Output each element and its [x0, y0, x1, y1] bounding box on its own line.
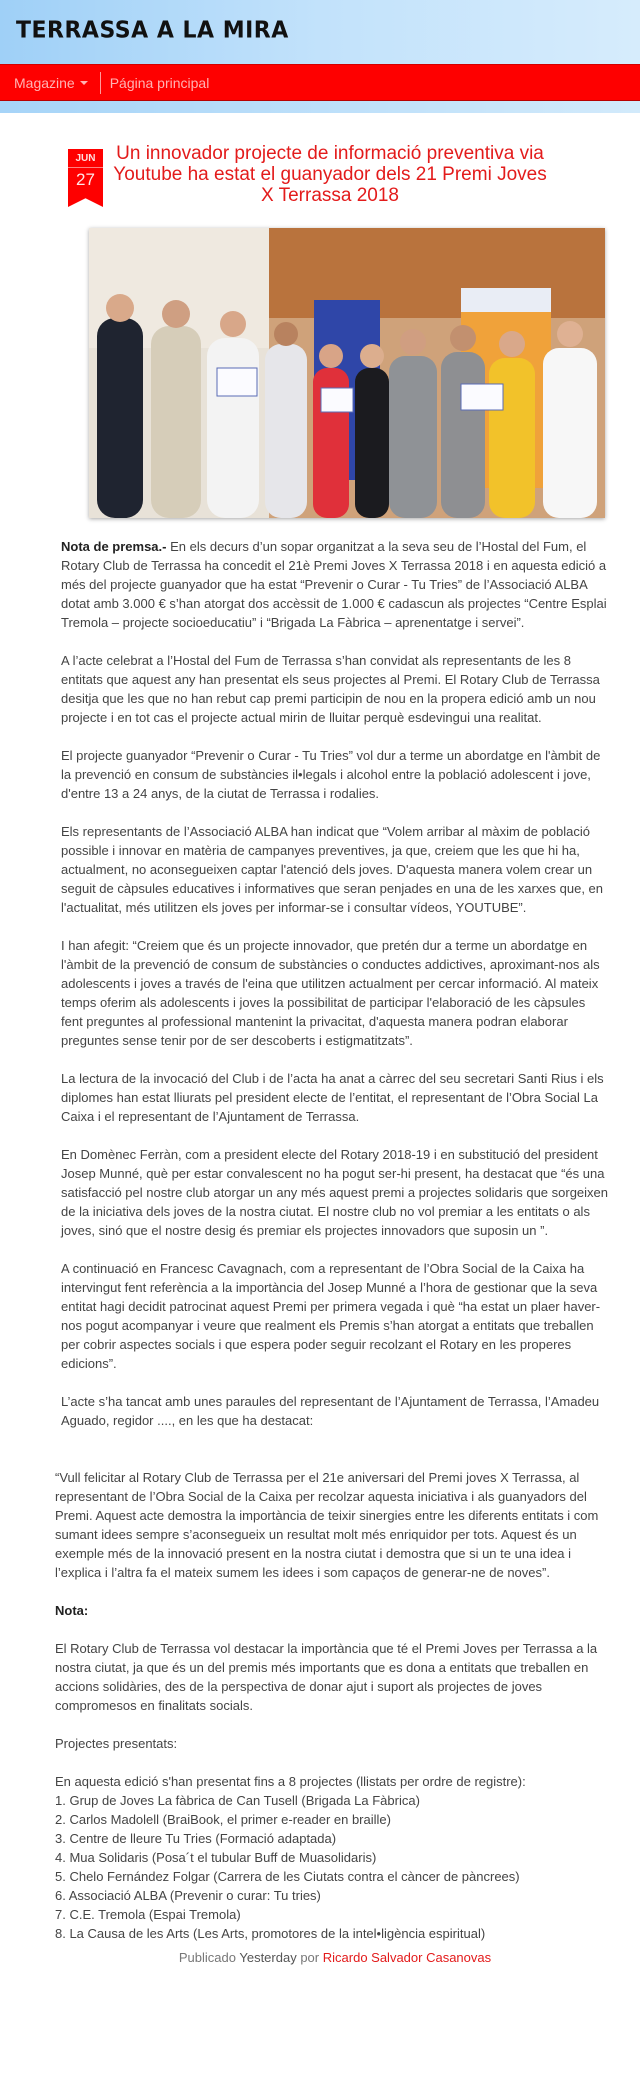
note-heading — [55, 1601, 609, 1620]
post — [0, 113, 640, 213]
caret-down-icon — [80, 81, 88, 85]
lead-bold: Nota de premsa.- — [61, 539, 167, 554]
nav-divider — [100, 72, 101, 94]
byline-date[interactable]: Yesterday — [239, 1950, 297, 1965]
site-title[interactable]: TERRASSA A LA MIRA — [16, 17, 289, 44]
ribbon-tail-icon — [68, 191, 103, 207]
nav-magazine-label: Magazine — [14, 74, 75, 91]
nav-home-link[interactable]: Página principal — [109, 74, 210, 91]
note-paragraph: El Rotary Club de Terrassa vol destacar la importància que té el Premi Joves per Terrassa a la nostra ciutat, ja que és un del premis més importants que es dona a entitats que treballen en accions solidàries, des de la perspectiva de donar ajut i suport als projectes de joves compromesos en finalitats socials. — [55, 1641, 598, 1713]
site-header — [0, 0, 640, 64]
date-badge — [68, 149, 103, 207]
project-item: 3. Centre de lleure Tu Tries (Formació adaptada) — [55, 1831, 337, 1846]
post-photo[interactable] — [89, 228, 605, 518]
lead-paragraph — [61, 537, 609, 632]
projects-intro: En aquesta edició s'han presentat fins a 8 projectes (llistats per ordre de registre): — [55, 1774, 526, 1789]
paragraph: A l’acte celebrat a l’Hostal del Fum de Terrassa s’han convidat als representants de les 8 entitats que aquest any han presentat els seus projectes al Premi. El Rotary Club de Terrassa desitja que les que no han rebut cap premi participin de nou en la propera edició amb un nou projecte i en tot cas el projecte actual mirin de lluitar perquè esdevingui una realitat. — [61, 653, 600, 725]
paragraph: A continuació en Francesc Cavagnach, com a representant de l’Obra Social de la Caixa ha intervingut fent referència a la importància del Josep Munné a l’hora de gestionar que la seva entitat hagi decidit patrocinat aquest Premi per primera vegada i què “ha estat un plaer haver-nos pogut acompanyar i veure que realment els Premis s’han atorgat a entitats que treballen per cobrir aspectes socials i que espera poder seguir recolzant el Rotary en les properes edicions”. — [61, 1261, 601, 1371]
lead-text: En els decurs d’un sopar organitzat a la seva seu de l’Hostal del Fum, el Rotary Club de Terrassa ha concedit el 21è Premi Joves X Terrassa 2018 i en aquesta edició a més del projecte guanyador que ha estat “Prevenir o Curar - Tu Tries” de l’Associació ALBA dotat amb 3.000 € s’han atorgat dos accèssit de 1.000 € cadascun als projectes “Centre Esplai Tremola – projecte socioeducatiu” i “Brigada La Fàbrica – aprenentatge i servei”. — [61, 539, 607, 630]
project-item: 1. Grup de Joves La fàbrica de Can Tusell (Brigada La Fàbrica) — [55, 1793, 420, 1808]
paragraph: Els representants de l’Associació ALBA han indicat que “Volem arribar al màxim de població possible i innovar en matèria de campanyes preventives, ja que, creiem que les que hi ha, actualment, no aconsegueixen captar l'atenció dels joves. D'aquesta manera volem crear un seguit de càpsules educatives i informatives que seran penjades en una de les xarxes que, en l'actualitat, més utilitzen els joves per informar-se i consultar vídeos, YOUTUBE”. — [61, 824, 604, 915]
post-header — [0, 113, 640, 213]
projects-list — [55, 1772, 609, 1943]
paragraph: La lectura de la invocació del Club i de l’acta ha anat a càrrec del seu secretari Santi Rius i els diplomes han estat lliurats pel president electe de l’entitat, el representant de l’Obra Social La Caixa i el representant de l’Ajuntament de Terrassa. — [61, 1071, 604, 1124]
post-title[interactable]: Un innovador projecte de informació preventiva via Youtube ha estat el guanyador dels 21 Premi Joves X Terrassa 2018 — [113, 143, 547, 206]
paragraph: En Domènec Ferràn, com a president electe del Rotary 2018-19 i en substitució del president Josep Munné, què per estar convalescent no ha pogut ser-hi present, ha destacat que “és una satisfacció pel nostre club atorgar un any més aquest premi a projectes solidaris que sorgeixen de la iniciativa dels joves de la nostra ciutat. El nostre club no vol premiar a les entitats o als joves, sinó que el nostre desig és premiar els projectes innovadors que suposin un ”. — [61, 1147, 609, 1238]
paragraph: El projecte guanyador “Prevenir o Curar - Tu Tries” vol dur a terme un abordatge en l'àmbit de la prevenció en consum de substàncies il•legals i alcohol entre la població adolescent i jove, d'entre 13 a 24 anys, de la ciutat de Terrassa i rodalies. — [61, 748, 601, 801]
byline-by: por — [300, 1950, 320, 1965]
author-link[interactable]: Ricardo Salvador Casanovas — [322, 1950, 492, 1965]
date-month: JUN — [68, 149, 103, 168]
nav-magazine-dropdown[interactable] — [14, 75, 88, 91]
header-bottom-strip — [0, 101, 640, 113]
note-heading-text: Nota: — [55, 1603, 89, 1618]
project-item: 5. Chelo Fernández Folgar (Carrera de les Ciutats contra el càncer de pàncrees) — [55, 1869, 520, 1884]
byline — [61, 1948, 609, 1967]
quote-paragraph: “Vull felicitar al Rotary Club de Terrassa per el 21e aniversari del Premi joves X Terrassa, al representant de l’Obra Social de la Caixa per recolzar aquesta iniciativa i als guanyadors del Premi. Aquest acte demostra la importància de teixir sinergies entre les diferents entitats i com sumant idees sempre s’aconsegueix un resultat molt més enriquidor per tots. Aquest és un exemple més de la innovació present en la nostra ciutat i demostra que si un te una idea i l’explica i l’altra fa el mateix sumem les idees i som capaços de generar-ne de noves”. — [55, 1470, 599, 1580]
project-item: 7. C.E. Tremola (Espai Tremola) — [55, 1907, 241, 1922]
project-item: 6. Associació ALBA (Prevenir o curar: Tu tries) — [55, 1888, 321, 1903]
date-day: 27 — [68, 168, 103, 191]
byline-published: Publicado — [178, 1950, 236, 1965]
project-item: 2. Carlos Madolell (BraiBook, el primer e-reader en braille) — [55, 1812, 391, 1827]
project-item: 4. Mua Solidaris (Posa´t el tubular Buff de Muasolidaris) — [55, 1850, 377, 1865]
paragraph: L’acte s’ha tancat amb unes paraules del representant de l’Ajuntament de Terrassa, l’Amadeu Aguado, regidor ...., en les que ha destacat: — [61, 1394, 600, 1428]
group-photo-illustration — [89, 228, 605, 518]
navbar — [0, 64, 640, 101]
paragraph: I han afegit: “Creiem que és un projecte innovador, que pretén dur a terme un abordatge en l'àmbit de la prevenció de consum de substàncies o conductes addictives, aproximant-nos als adolescents i joves a través de l'eina que utilitzen actualment per cercar informació. Al mateix temps oferim als adolescents i joves la possibilitat de participar l'elaboració de les càpsules fent preguntes al professional mantenint la privacitat, d'aquesta manera podran elaborar preguntes sense tenir por de ser descoberts i estigmatitzats”. — [61, 938, 600, 1048]
post-body — [55, 537, 609, 1967]
project-item: 8. La Causa de les Arts (Les Arts, promotores de la intel•ligència espiritual) — [55, 1926, 486, 1941]
projects-heading: Projectes presentats: — [55, 1736, 178, 1751]
